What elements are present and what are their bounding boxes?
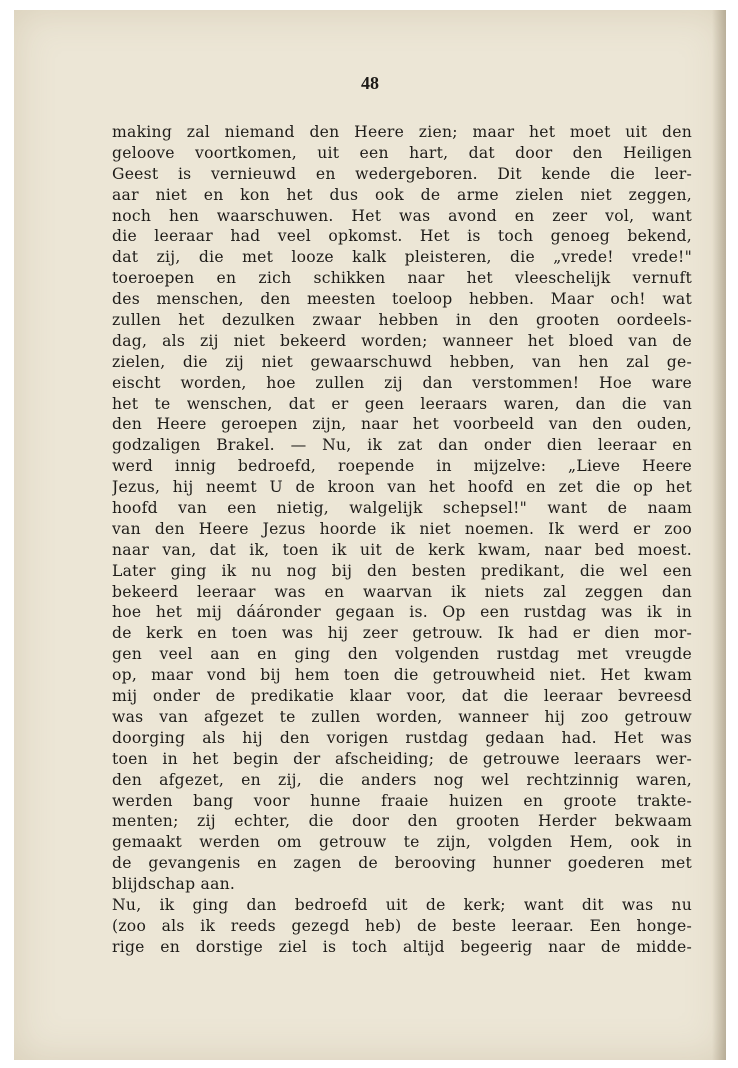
text-line: hoe het mij dááronder gegaan is. Op een rustdag was ik in bbox=[112, 603, 692, 622]
text-line: Later ging ik nu nog bij den besten predikant, die wel een bbox=[112, 561, 692, 580]
text-line: werd innig bedroefd, roepende in mijzelve: „Lieve Heere bbox=[112, 457, 692, 476]
text-line: gemaakt werden om getrouw te zijn, volgden Hem, ook in bbox=[112, 833, 692, 852]
text-line: naar van, dat ik, toen ik uit de kerk kwam, naar bed moest. bbox=[112, 540, 692, 559]
body-text bbox=[112, 122, 692, 958]
text-line: de gevangenis en zagen de berooving hunner goederen met bbox=[112, 854, 692, 873]
book-page bbox=[14, 10, 726, 1060]
text-line: geloove voortkomen, uit een hart, dat door den Heiligen bbox=[112, 143, 692, 162]
text-line: dat zij, die met looze kalk pleisteren, die „vrede! vrede!" bbox=[112, 248, 692, 267]
text-line: Geest is vernieuwd en wedergeboren. Dit kende die leer- bbox=[112, 164, 692, 183]
text-line: rige en dorstige ziel is toch altijd begeerig naar de midde- bbox=[112, 937, 692, 956]
text-line: toeroepen en zich schikken naar het vleeschelijk vernuft bbox=[112, 269, 692, 288]
text-line: die leeraar had veel opkomst. Het is toch genoeg bekend, bbox=[112, 227, 692, 246]
text-line: doorging als hij den vorigen rustdag gedaan had. Het was bbox=[112, 728, 692, 747]
text-line: (zoo als ik reeds gezegd heb) de beste leeraar. Een honge- bbox=[112, 916, 692, 935]
text-line: zullen het dezulken zwaar hebben in den grooten oordeels- bbox=[112, 311, 692, 330]
text-line: mij onder de predikatie klaar voor, dat die leeraar bevreesd bbox=[112, 687, 692, 706]
text-line: dag, als zij niet bekeerd worden; wanneer het bloed van de bbox=[112, 331, 692, 350]
text-line: zielen, die zij niet gewaarschuwd hebben, van hen zal ge- bbox=[112, 352, 692, 371]
text-line: eischt worden, hoe zullen zij dan verstommen! Hoe ware bbox=[112, 373, 692, 392]
text-line: hoofd van een nietig, walgelijk schepsel!" want de naam bbox=[112, 499, 692, 518]
text-line: de kerk en toen was hij zeer getrouw. Ik had er dien mor- bbox=[112, 624, 692, 643]
text-line: aar niet en kon het dus ook de arme zielen niet zeggen, bbox=[112, 185, 692, 204]
text-line: het te wenschen, dat er geen leeraars waren, dan die van bbox=[112, 394, 692, 413]
text-line: gen veel aan en ging den volgenden rustdag met vreugde bbox=[112, 645, 692, 664]
text-line: blijdschap aan. bbox=[112, 875, 236, 894]
text-line: van den Heere Jezus hoorde ik niet noemen. Ik werd er zoo bbox=[112, 519, 692, 538]
text-line: des menschen, den meesten toeloop hebben. Maar och! wat bbox=[112, 290, 692, 309]
text-line: den Heere geroepen zijn, naar het voorbeeld van den ouden, bbox=[112, 415, 692, 434]
text-line: den afgezet, en zij, die anders nog wel rechtzinnig waren, bbox=[112, 770, 692, 789]
text-line: Nu, ik ging dan bedroefd uit de kerk; want dit was nu bbox=[112, 895, 692, 914]
page-number: 48 bbox=[361, 73, 379, 93]
text-line: bekeerd leeraar was en waarvan ik niets zal zeggen dan bbox=[112, 582, 692, 601]
text-line: toen in het begin der afscheiding; de getrouwe leeraars wer- bbox=[112, 749, 692, 768]
text-line: making zal niemand den Heere zien; maar het moet uit den bbox=[112, 123, 692, 141]
text-line: godzaligen Brakel. — Nu, ik zat dan onder dien leeraar en bbox=[112, 436, 692, 455]
text-line: was van afgezet te zullen worden, wanneer hij zoo getrouw bbox=[112, 707, 692, 726]
text-line: noch hen waarschuwen. Het was avond en zeer vol, want bbox=[112, 206, 692, 225]
text-line: op, maar vond bij hem toen die getrouwheid niet. Het kwam bbox=[112, 666, 692, 685]
text-line: werden bang voor hunne fraaie huizen en groote trakte- bbox=[112, 791, 692, 810]
text-line: Jezus, hij neemt U de kroon van het hoofd en zet die op het bbox=[112, 478, 692, 497]
text-line: menten; zij echter, die door den grooten Herder bekwaam bbox=[112, 812, 692, 831]
